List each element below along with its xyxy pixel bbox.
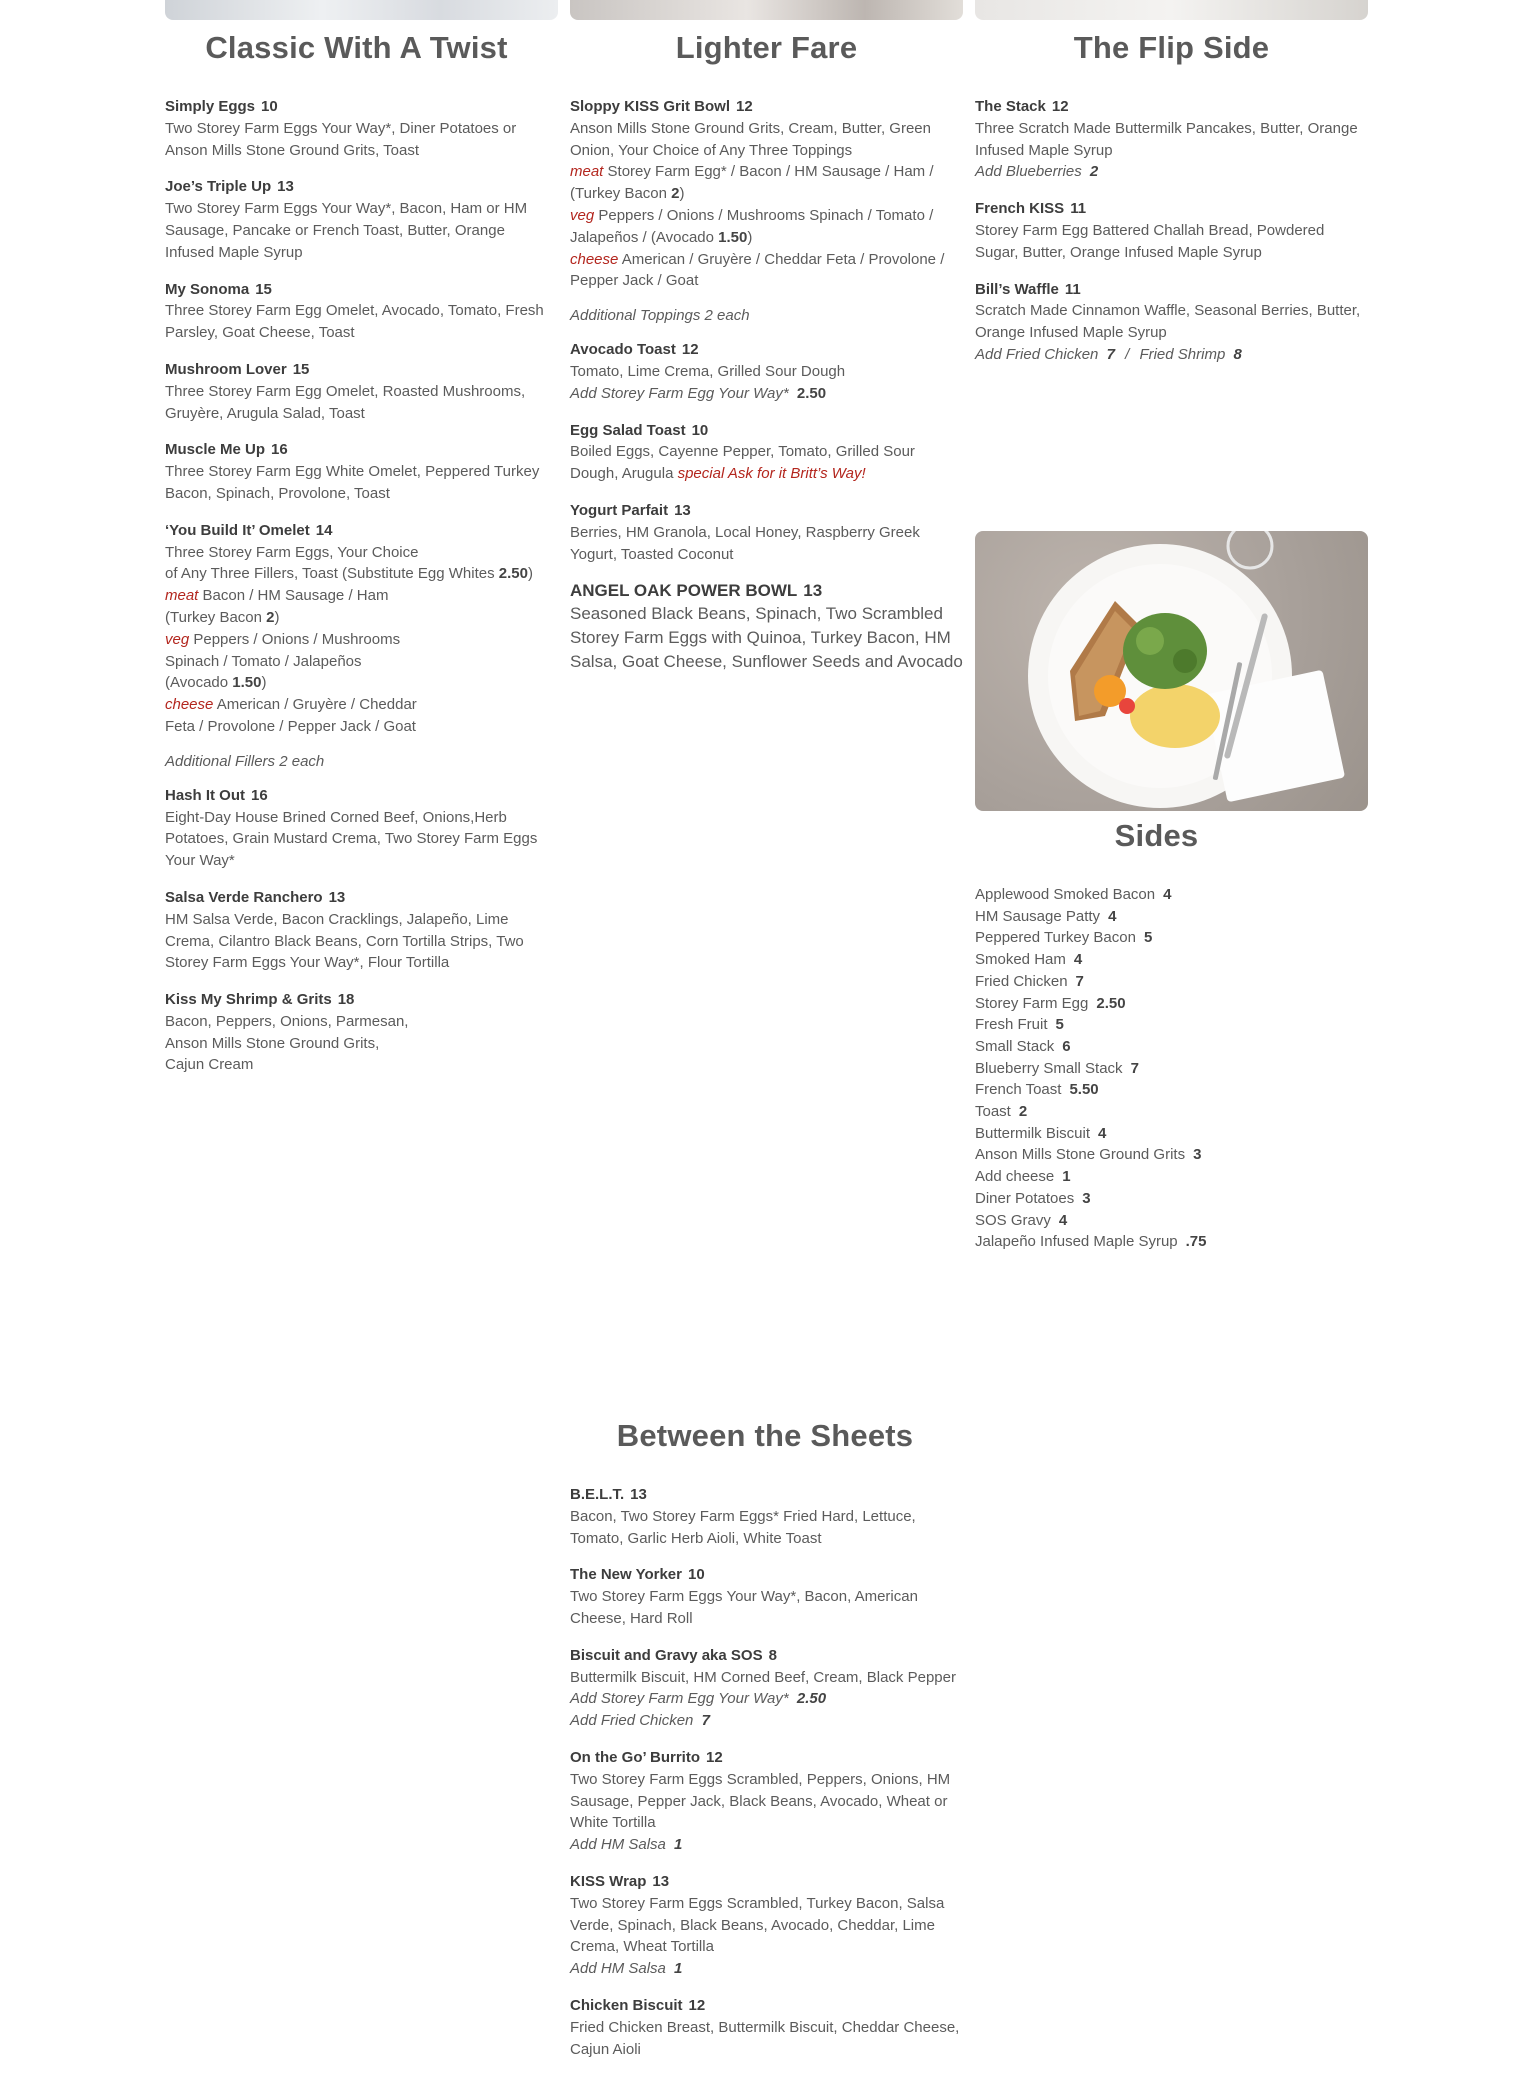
item-price: 13 bbox=[652, 1872, 670, 1890]
cheese-options-cont: Feta / Provolone / Pepper Jack / Goat bbox=[165, 717, 416, 735]
meat-price: 2 bbox=[266, 608, 275, 626]
item-price: 13 bbox=[630, 1486, 647, 1503]
side-item: Peppered Turkey Bacon 5 bbox=[975, 929, 1153, 947]
item-price: 12 bbox=[706, 1748, 723, 1766]
item-name: The Stack bbox=[975, 98, 1046, 115]
cheese-options: American / Gruyère / Cheddar bbox=[213, 696, 417, 714]
menu-item bbox=[570, 420, 963, 485]
item-name: Kiss My Shrimp & Grits bbox=[165, 991, 332, 1009]
item-desc: HM Salsa Verde, Bacon Cracklings, Jalapeño, Lime Crema, Cilantro Black Beans, Corn Tortilla Strips, Two Storey Farm Eggs Your Way*, Flour Tortilla bbox=[165, 910, 524, 972]
item-price: 12 bbox=[688, 1996, 706, 2014]
item-price: 12 bbox=[736, 98, 753, 115]
menu-item bbox=[975, 279, 1368, 366]
side-item: SOS Gravy 4 bbox=[975, 1211, 1068, 1229]
side-item: Anson Mills Stone Ground Grits 3 bbox=[975, 1146, 1202, 1164]
item-name: B.E.L.T. bbox=[570, 1486, 625, 1503]
item-desc: Scratch Made Cinnamon Waffle, Seasonal Berries, Butter, Orange Infused Maple Syrup bbox=[975, 302, 1361, 342]
addon-price-2: 8 bbox=[1233, 345, 1242, 363]
food-photo bbox=[975, 531, 1368, 811]
veg-price: 1.50 bbox=[232, 674, 262, 692]
side-item: Storey Farm Egg 2.50 bbox=[975, 994, 1126, 1012]
item-name: ANGEL OAK POWER BOWL bbox=[570, 581, 798, 601]
item-desc: Bacon, Two Storey Farm Eggs* Fried Hard, Lettuce, Tomato, Garlic Herb Aioli, White Toast bbox=[570, 1507, 916, 1547]
menu-item bbox=[570, 1484, 970, 1549]
item-desc: Three Storey Farm Egg Omelet, Avocado, Tomato, Fresh Parsley, Goat Cheese, Toast bbox=[165, 302, 544, 342]
item-price: 10 bbox=[688, 1566, 705, 1584]
arugula-leaf bbox=[1173, 649, 1197, 673]
sheets-section bbox=[570, 1418, 970, 2075]
item-desc: Buttermilk Biscuit, HM Corned Beef, Cream, Black Pepper bbox=[570, 1668, 956, 1686]
item-name: Simply Eggs bbox=[165, 98, 256, 115]
menu-item bbox=[975, 198, 1368, 263]
item-desc: Tomato, Lime Crema, Grilled Sour Dough bbox=[570, 362, 846, 380]
menu-item bbox=[570, 1995, 970, 2060]
side-item: HM Sausage Patty 4 bbox=[975, 907, 1117, 925]
item-desc: Bacon, Peppers, Onions, Parmesan, bbox=[165, 1012, 409, 1030]
toppings-note: Additional Toppings 2 each bbox=[570, 307, 750, 325]
menu-item bbox=[570, 1564, 970, 1629]
menu-item bbox=[570, 500, 963, 565]
veg-label: veg bbox=[570, 206, 595, 224]
menu-item bbox=[165, 96, 558, 161]
item-name: My Sonoma bbox=[165, 280, 250, 298]
item-desc: Storey Farm Egg Battered Challah Bread, Powdered Sugar, Butter, Orange Infused Maple Syrup bbox=[975, 221, 1325, 261]
veg-price: 1.50 bbox=[718, 228, 748, 246]
build-omelet-item: ‘You Build It’ Omelet 14 Three Storey Farm Eggs, Your Choice of Any Three Fillers, Toast (Substitute Egg Whites 2.50) meat Bacon / HM Sausage / Ham (Turkey Bacon 2) veg Peppers / Onions / Mushrooms Spinach / Tomato / Jalapeños (Avocado 1.50) cheese American / Gruyère / Cheddar Feta / Provolone / Pepper Jack / Goat bbox=[165, 520, 558, 738]
item-price: 18 bbox=[337, 991, 355, 1009]
menu-item bbox=[570, 1871, 970, 1980]
addon-label: Add Storey Farm Egg Your Way* bbox=[570, 1690, 789, 1708]
item-price: 13 bbox=[674, 501, 691, 519]
addon-label: Add HM Salsa bbox=[570, 1960, 666, 1978]
item-name: Sloppy KISS Grit Bowl bbox=[570, 98, 731, 115]
classic-photo bbox=[165, 0, 558, 20]
side-item: Blueberry Small Stack 7 bbox=[975, 1059, 1139, 1077]
cheese-label: cheese bbox=[570, 250, 619, 268]
side-item: Small Stack 6 bbox=[975, 1037, 1071, 1055]
meat-label: meat bbox=[165, 587, 199, 605]
item-name: The New Yorker bbox=[570, 1566, 682, 1584]
item-name: Chicken Biscuit bbox=[570, 1996, 683, 2014]
side-item: Add cheese 1 bbox=[975, 1168, 1071, 1186]
item-desc-cont: of Any Three Fillers, Toast (Substitute Egg Whites bbox=[165, 565, 495, 583]
item-price: 16 bbox=[251, 786, 268, 804]
item-name: Avocado Toast bbox=[570, 341, 676, 359]
sheets-title: Between the Sheets bbox=[616, 1418, 914, 1453]
side-item: Diner Potatoes 3 bbox=[975, 1189, 1091, 1207]
item-desc: Seasoned Black Beans, Spinach, Two Scrambled Storey Farm Eggs with Quinoa, Turkey Bacon, HM Salsa, Goat Cheese, Sunflower Seeds and Avocado bbox=[570, 604, 963, 672]
item-name: Salsa Verde Ranchero bbox=[165, 888, 323, 906]
item-desc: Two Storey Farm Eggs Your Way*, Diner Potatoes or Anson Mills Stone Ground Grits, Toast bbox=[165, 119, 517, 159]
sides-section bbox=[975, 818, 1368, 1253]
classic-title: Classic With A Twist bbox=[205, 30, 508, 65]
item-desc: Boiled Eggs, Cayenne Pepper, Tomato, Grilled Sour Dough, Arugula bbox=[570, 443, 915, 483]
veg-options-cont2: (Avocado bbox=[165, 674, 233, 692]
menu-item bbox=[165, 887, 558, 974]
side-item: Smoked Ham 4 bbox=[975, 951, 1083, 969]
berry bbox=[1119, 698, 1135, 714]
veg-label: veg bbox=[165, 630, 190, 648]
plate-illustration bbox=[975, 531, 1368, 811]
addon-label: Add Storey Farm Egg Your Way* bbox=[570, 384, 789, 402]
sides-title: Sides bbox=[1114, 818, 1199, 853]
item-desc-cont: Anson Mills Stone Ground Grits, bbox=[165, 1034, 380, 1052]
addon-price: 1 bbox=[674, 1960, 683, 1978]
item-price: 13 bbox=[277, 178, 294, 196]
item-price: 16 bbox=[271, 441, 288, 459]
menu-item bbox=[570, 580, 963, 674]
fillers-note: Additional Fillers 2 each bbox=[165, 752, 325, 770]
addon-price: 1 bbox=[674, 1836, 683, 1854]
addon-label: Add HM Salsa bbox=[570, 1836, 666, 1854]
item-price: 13 bbox=[803, 581, 823, 601]
addon-price: 2.50 bbox=[796, 1690, 827, 1708]
glass bbox=[1228, 531, 1272, 568]
meat-options-cont: (Turkey Bacon bbox=[165, 608, 267, 626]
cheese-label: cheese bbox=[165, 696, 214, 714]
flip-section bbox=[975, 30, 1368, 381]
item-name: On the Go’ Burrito bbox=[570, 1748, 700, 1766]
arugula-leaf bbox=[1136, 627, 1164, 655]
addon-label: Add Fried Chicken bbox=[975, 345, 1099, 363]
menu-item bbox=[570, 1645, 970, 1732]
item-desc: Berries, HM Granola, Local Honey, Raspberry Greek Yogurt, Toasted Coconut bbox=[570, 523, 920, 563]
item-name: Joe’s Triple Up bbox=[165, 178, 272, 196]
menu-item bbox=[165, 279, 558, 344]
side-item: Applewood Smoked Bacon 4 bbox=[975, 886, 1172, 903]
item-desc: Two Storey Farm Eggs Your Way*, Bacon, Ham or HM Sausage, Pancake or French Toast, Butter, Orange Infused Maple Syrup bbox=[165, 200, 528, 261]
item-desc-cont2: Cajun Cream bbox=[165, 1056, 254, 1074]
item-desc: Two Storey Farm Eggs Scrambled, Peppers, Onions, HM Sausage, Pepper Jack, Black Beans, Avocado, Wheat or White Tortilla bbox=[570, 1770, 951, 1832]
veg-options: Peppers / Onions / Mushrooms bbox=[189, 630, 401, 648]
item-price: 13 bbox=[328, 888, 346, 906]
item-name: Muscle Me Up bbox=[165, 441, 266, 459]
side-item: Fresh Fruit 5 bbox=[975, 1016, 1064, 1034]
item-desc: Anson Mills Stone Ground Grits, Cream, Butter, Green Onion, Your Choice of Any Three Toppings bbox=[570, 119, 931, 159]
item-desc: Two Storey Farm Eggs Your Way*, Bacon, American Cheese, Hard Roll bbox=[570, 1588, 918, 1627]
addon-label-2: Add Fried Chicken bbox=[570, 1712, 694, 1730]
classic-section bbox=[165, 30, 558, 1091]
item-price: 15 bbox=[292, 360, 310, 378]
item-price: 10 bbox=[261, 98, 278, 115]
item-desc: Two Storey Farm Eggs Scrambled, Turkey Bacon, Salsa Verde, Spinach, Black Beans, Avocado, Cheddar, Lime Crema, Wheat Tortilla bbox=[570, 1894, 945, 1956]
addon-label-2: Fried Shrimp bbox=[1139, 345, 1226, 363]
sides-list bbox=[975, 884, 1368, 1253]
addon-label: Add Blueberries bbox=[975, 163, 1082, 181]
item-price: 12 bbox=[1051, 98, 1069, 115]
flip-title: The Flip Side bbox=[1073, 30, 1270, 65]
item-price: 10 bbox=[691, 421, 709, 439]
addon-separator: / bbox=[1125, 345, 1130, 363]
menu-item bbox=[165, 439, 558, 504]
menu-item bbox=[165, 176, 558, 263]
lighter-section bbox=[570, 30, 963, 689]
menu-item bbox=[165, 359, 558, 424]
item-price: 8 bbox=[768, 1646, 777, 1664]
veg-options: Peppers / Onions / Mushrooms Spinach / Tomato / Jalapeños / (Avocado bbox=[570, 206, 934, 246]
item-name: KISS Wrap bbox=[570, 1872, 647, 1890]
side-item: Jalapeño Infused Maple Syrup .75 bbox=[975, 1233, 1207, 1251]
meat-options: Bacon / HM Sausage / Ham bbox=[198, 587, 389, 605]
menu-item bbox=[570, 1747, 970, 1856]
meat-label: meat bbox=[570, 163, 604, 181]
item-price: 14 bbox=[315, 521, 333, 539]
addon-price: 2.50 bbox=[796, 384, 827, 402]
lighter-photo bbox=[570, 0, 963, 20]
item-desc: Three Storey Farm Egg White Omelet, Peppered Turkey Bacon, Spinach, Provolone, Toast bbox=[165, 463, 540, 502]
item-name: Yogurt Parfait bbox=[570, 501, 669, 519]
item-price: 11 bbox=[1064, 280, 1081, 298]
meat-price: 2 bbox=[671, 185, 680, 203]
addon-price: 2 bbox=[1089, 163, 1099, 181]
menu-item bbox=[165, 989, 558, 1076]
special-note: special Ask for it Britt’s Way! bbox=[677, 465, 866, 483]
item-price: 12 bbox=[681, 341, 699, 359]
eggs bbox=[1130, 684, 1220, 748]
item-desc: Fried Chicken Breast, Buttermilk Biscuit, Cheddar Cheese, Cajun Aioli bbox=[570, 2018, 960, 2058]
side-item: Fried Chicken 7 bbox=[975, 972, 1084, 990]
side-item: Buttermilk Biscuit 4 bbox=[975, 1124, 1107, 1142]
grit-bowl-item: Sloppy KISS Grit Bowl 12 Anson Mills Stone Ground Grits, Cream, Butter, Green Onion, Your Choice of Any Three Toppings meat Storey Farm Egg* / Bacon / HM Sausage / Ham / (Turkey Bacon 2) veg Peppers / Onions / Mushrooms Spinach / Tomato / Jalapeños / (Avocado 1.50) cheese American / Gruyère / Cheddar Feta / Provolone / Pepper Jack / Goat bbox=[570, 96, 963, 292]
addon-price-2: 7 bbox=[701, 1712, 710, 1730]
cheese-options: American / Gruyère / Cheddar Feta / Provolone / Pepper Jack / Goat bbox=[570, 250, 945, 290]
lighter-title: Lighter Fare bbox=[675, 30, 858, 65]
item-desc: Eight-Day House Brined Corned Beef, Onions,Herb Potatoes, Grain Mustard Crema, Two Storey Farm Eggs Your Way* bbox=[165, 808, 538, 870]
menu-item bbox=[165, 785, 558, 872]
item-name: Biscuit and Gravy aka SOS bbox=[570, 1646, 763, 1664]
item-desc: Three Storey Farm Egg Omelet, Roasted Mushrooms, Gruyère, Arugula Salad, Toast bbox=[165, 382, 526, 422]
side-item: Toast 2 bbox=[975, 1103, 1028, 1121]
item-price: 15 bbox=[255, 280, 272, 298]
item-name: Bill’s Waffle bbox=[975, 280, 1059, 298]
substitute-price: 2.50 bbox=[498, 565, 528, 583]
menu-item bbox=[975, 96, 1368, 183]
item-price: 11 bbox=[1070, 200, 1087, 218]
side-item: French Toast 5.50 bbox=[975, 1081, 1099, 1099]
flip-photo bbox=[975, 0, 1368, 20]
item-name: ‘You Build It’ Omelet bbox=[165, 521, 310, 539]
menu-item bbox=[570, 339, 963, 404]
meat-options: Storey Farm Egg* / Bacon / HM Sausage / Ham / (Turkey Bacon bbox=[570, 163, 934, 203]
item-name: Mushroom Lover bbox=[165, 360, 287, 378]
item-name: Hash It Out bbox=[165, 786, 246, 804]
arugula bbox=[1123, 613, 1207, 689]
item-name: Egg Salad Toast bbox=[570, 421, 686, 439]
veg-options-cont: Spinach / Tomato / Jalapeños bbox=[165, 652, 362, 670]
item-desc: Three Storey Farm Eggs, Your Choice bbox=[165, 543, 419, 561]
addon-price: 7 bbox=[1106, 345, 1115, 363]
item-desc: Three Scratch Made Buttermilk Pancakes, Butter, Orange Infused Maple Syrup bbox=[975, 119, 1358, 159]
item-name: French KISS bbox=[975, 200, 1065, 218]
